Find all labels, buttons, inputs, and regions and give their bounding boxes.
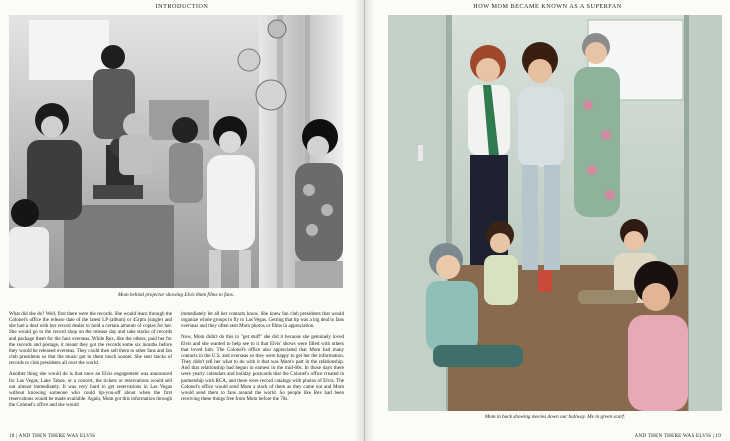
right-page (365, 0, 730, 441)
left-photo (9, 15, 343, 288)
paragraph: What did she do? Well, first there were the records. She would learn through the Colonel's office the release date of the latest LP (album) or 45rpm (single) and she had a deal with her record dealer to hold a certain amount of copies for her. She would go to the record shop on the release day and take stacks of records and package them for the fans overseas. While Rex, like the others, paid her for the records and postage, it meant they got the records some six months before they would be released overseas. They could then sell them to other fans and fan club presidents so that the music got to them much sooner. She sent stacks of records to club presidents all over the world. (9, 311, 172, 367)
right-folio: AND THEN THERE WAS ELVIS | 19 (634, 433, 721, 439)
gutter-shadow (354, 0, 364, 441)
left-folio: 18 | AND THEN THERE WAS ELVIS (9, 433, 96, 439)
left-photo-caption: Mom behind projector showing Elvis 8mm films to fans. (117, 292, 235, 298)
black-and-white-group-photo (9, 15, 343, 288)
paragraph: Another thing she would do is that once an Elvis engagement was announced for Las Vegas, Lake Tahoe, or a concert, the tickets or reservations would sell out almost immediately. It was very hard to get reservations in Las Vegas without knowing someone who could tip-you-off about when the first reservations would be made available. Again, Mom got this information through the Colonel's office and she would (9, 371, 172, 409)
paragraph: Now, Mom didn't do this to "get stuff" she did it because she genuinely loved Elvis and she wanted to help see to it that Elvis' shows were filled with others that loved him. The Colonel's office also appreciated that Mom had many contacts in the U.S. and overseas so they were happy to get her the information. They didn't tell her what to do with it that was Mom's part in the relationship. And that relationship had begun in earnest in the mid-60s. In those days there were yearly calendars and holiday postcards that the Colonel's office created in partnership with RCA, and there were record catalogs with photos of Elvis. The Colonel's office would send Mom a stack of them as they came out and Mom would send them to fans around the world. So people like Rex had been receiving these things free from Mom before the 70s. (181, 334, 344, 403)
right-photo (388, 15, 722, 411)
left-text-column-1 (9, 311, 172, 413)
right-running-head: HOW MOM BECAME KNOWN AS A SUPERFAN (473, 3, 622, 10)
color-group-photo (388, 15, 722, 411)
right-photo-caption: Mom in back showing movies down our hallway. Me in green scarf. (484, 414, 626, 420)
left-text-column-2 (181, 311, 344, 407)
paragraph: immediately let all her contacts know. She knew fan club presidents that would organize whole groups to fly to Las Vegas. Getting that tip was a big deal to fans overseas and they often sent Mom photos or films in appreciation. (181, 311, 344, 330)
gutter-shadow (365, 0, 375, 441)
left-running-head: INTRODUCTION (155, 3, 209, 10)
